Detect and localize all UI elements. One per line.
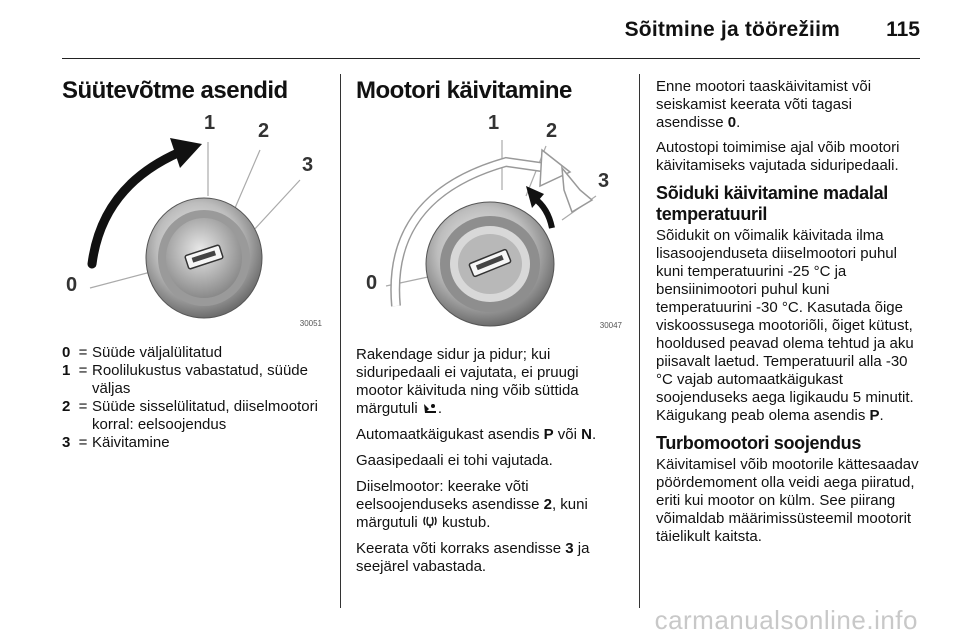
position-number: 3	[565, 540, 574, 557]
engine-start-figure	[356, 112, 624, 332]
legend-text: Käivitamine	[92, 434, 170, 451]
legend-text: Süüde sisselülitatud, diiselmootori korral: eelsoojendus	[92, 398, 318, 433]
legend-key: 3	[62, 434, 71, 451]
watermark: carmanualsonline.info	[654, 605, 918, 635]
text: kustub.	[437, 514, 491, 531]
gear-p: P	[543, 426, 554, 443]
engine-start-illustration	[356, 116, 624, 332]
legend-eq: =	[78, 344, 88, 361]
text: .	[437, 400, 443, 417]
text: Rakendage sidur ja pidur; kui siduripedaali ei vajutata, ei pruugi mootor käivituda ning võib süttida märgutuli	[356, 346, 579, 417]
position-number: 2	[543, 496, 552, 513]
column-cold-start	[656, 74, 922, 553]
legend-item	[62, 344, 324, 362]
position-label-1: 1	[488, 112, 500, 134]
text: .	[736, 114, 741, 131]
legend-item	[62, 434, 324, 452]
figure-id: 30051	[299, 319, 322, 328]
paragraph-automatic	[356, 426, 624, 444]
paragraph-turbo: Käivitamisel võib mootorile kättesaadav pöördemoment olla veidi aega piiratud, eriti kui mootor on külm. See piirang võimaldab määrimissüsteemil mootorit täielikult kaitsta.	[656, 456, 919, 545]
paragraph-accelerator: Gaasipedaali ei tohi vajutada.	[356, 452, 553, 469]
gear-n: N	[581, 426, 592, 443]
section-heading-engine-start: Mootori käivitamine	[356, 77, 572, 104]
position-label-2: 2	[546, 120, 558, 142]
position-number: 0	[727, 114, 737, 131]
text: Diiselmootor: keerake võti eelsoojenduseks asendisse	[356, 478, 544, 513]
position-label-0: 0	[66, 274, 78, 296]
legend-eq: =	[78, 398, 88, 415]
engine-start-text	[356, 346, 624, 576]
section-heading-turbo: Turbomootori soojendus	[656, 433, 862, 453]
text: Sõidukit on võimalik käivitada ilma lisasoojenduseta diiselmootori puhul kuni temperatuurini -25 °C ja bensiinimootori puhul kuni temperatuurini -30 °C. Kasutada õige viskoossusega mootoriõli, õiget kütust, hooldused peavad olema tehtud ja aku piisavalt laetud. Temperatuuril alla -30 °C vajab automaatkäigukast soojenduseks aega ligikaudu 5 minutit. Käigukang peab olema asendis	[656, 227, 914, 424]
section-heading-cold-start: Sõiduki käivitamine madalal temperatuuril	[656, 183, 888, 224]
header-divider	[62, 58, 920, 59]
column-divider-1	[340, 74, 341, 608]
position-label-0: 0	[366, 272, 378, 294]
text: , kuni märgutuli	[356, 496, 588, 531]
figure-id: 30047	[599, 321, 622, 330]
text: või	[553, 426, 582, 443]
header-title: Sõitmine ja töörežiim	[624, 18, 840, 41]
position-label-1: 1	[204, 112, 216, 134]
legend-eq: =	[78, 434, 88, 451]
paragraph-autostop: Autostopi toimimise ajal võib mootori käivitamiseks vajutada siduripedaali.	[656, 139, 900, 174]
legend-key: 0	[62, 344, 71, 361]
text: .	[592, 426, 597, 443]
text: Automaatkäigukast asendis	[356, 426, 544, 443]
legend-item	[62, 398, 324, 434]
paragraph-restart	[656, 78, 922, 132]
legend-key: 2	[62, 398, 71, 415]
column-engine-start	[356, 74, 624, 584]
column-divider-2	[639, 74, 640, 608]
position-legend	[62, 344, 324, 452]
ignition-switch-illustration	[62, 116, 324, 330]
paragraph-diesel	[356, 478, 624, 532]
section-heading-ignition-positions: Süütevõtme asendid	[62, 77, 288, 104]
text: Enne mootori taaskäivitamist või seiskamist keerata võti tagasi asendisse	[656, 78, 872, 131]
paragraph-start	[356, 540, 624, 576]
legend-item	[62, 362, 324, 398]
text: Keerata võti korraks asendisse	[356, 540, 566, 557]
clutch-warning-icon	[422, 401, 438, 415]
position-label-3: 3	[598, 170, 610, 192]
legend-text: Süüde väljalülitatud	[92, 344, 223, 361]
ignition-key-figure	[62, 112, 324, 330]
paragraph-cold-start	[656, 227, 922, 425]
paragraph-clutch	[356, 346, 624, 418]
legend-eq: =	[78, 362, 88, 379]
text: .	[879, 407, 884, 424]
text: ja seejärel vabastada.	[356, 540, 590, 575]
legend-text: Roolilukustus vabastatud, süüde väljas	[92, 362, 308, 397]
page-number: 115	[886, 18, 920, 41]
position-label-2: 2	[258, 120, 270, 142]
gear-p: P	[869, 407, 880, 424]
column-ignition-positions	[62, 74, 324, 452]
legend-key: 1	[62, 362, 71, 379]
glow-plug-icon	[422, 515, 438, 529]
position-label-3: 3	[302, 154, 314, 176]
